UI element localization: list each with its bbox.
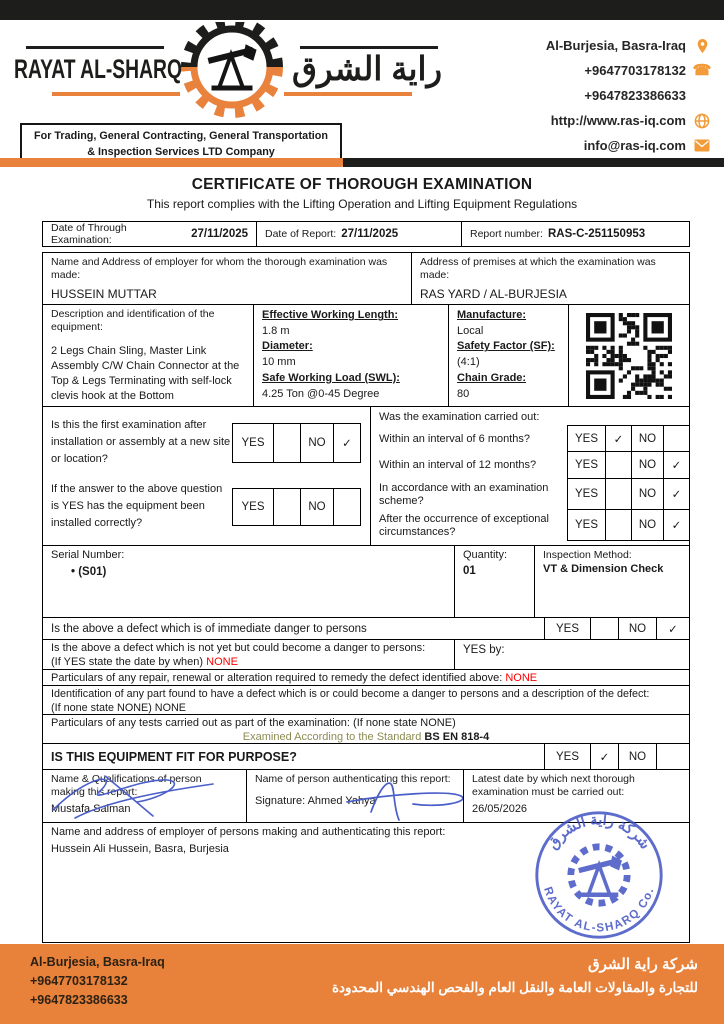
question-first-examination [51, 417, 364, 468]
divider-black-bar [343, 158, 724, 167]
date-report-value: 27/11/2025 [341, 228, 399, 240]
question-text: If the answer to the above question is YES has the equipment been installed correctly? [51, 483, 223, 530]
yes-checkbox [273, 424, 300, 462]
serial-section [42, 545, 690, 618]
no-label: NO [618, 744, 656, 769]
no-checkbox: ✓ [663, 479, 689, 509]
no-label: NO [300, 489, 333, 525]
date-exam-value: 27/11/2025 [191, 228, 248, 240]
report-number-label: Report number: [470, 228, 543, 240]
no-label: NO [631, 426, 663, 451]
yes-label: YES [574, 488, 598, 501]
yes-label: YES [574, 519, 598, 532]
inspection-method-cell [534, 546, 689, 617]
contact-phone2-text: +9647823386633 [584, 88, 686, 103]
question-text: Is this the first examination after installation or assembly at a new site or location? [51, 419, 231, 466]
fit-for-purpose-section [42, 743, 690, 770]
spec-safety-factor-value: (4:1) [457, 356, 480, 369]
tests-text: Particulars of any tests carried out as part of the examination: (If none state NONE) [51, 717, 456, 730]
company-stamp [531, 807, 667, 943]
question-examination-scheme [379, 479, 689, 510]
employer-label: Name and Address of employer for whom the thorough examination was made: [51, 256, 388, 282]
yesno-box [567, 425, 690, 452]
tagline-line2: & Inspection Services LTD Company [87, 146, 275, 159]
company-name-ar: راية الشرق [292, 50, 446, 87]
yesno-box [544, 618, 689, 639]
no-checkbox: ✓ [663, 452, 689, 478]
footer-phone1: +9647703178132 [30, 974, 128, 988]
equipment-description-value: 2 Legs Chain Sling, Master Link Assembly C/W Chain Connector at the Top & Legs Terminating with self-lock clevis hook at the Bottom [51, 344, 240, 403]
report-maker-cell [43, 770, 246, 822]
future-danger-line1: Is the above a defect which is not yet but could become a danger to persons: [51, 642, 426, 655]
tagline-line1: For Trading, General Contracting, General Transportation [34, 130, 328, 142]
contact-address-text: Al-Burjesia, Basra-Iraq [545, 38, 686, 53]
repair-text: Particulars of any repair, renewal or alteration required to remedy the defect identified above: [51, 672, 503, 685]
repair-none: NONE [505, 672, 538, 685]
report-employer-value: Hussein Ali Hussein, Basra, Burjesia [51, 843, 229, 855]
quantity-value: 01 [463, 565, 476, 577]
yes-checkbox [590, 618, 618, 639]
yes-checkbox [605, 510, 631, 540]
yes-checkbox [605, 479, 631, 509]
examination-questions-section [42, 406, 690, 546]
yes-label: YES [241, 436, 265, 449]
envelope-icon [693, 137, 711, 154]
qr-cell [568, 305, 689, 406]
serial-number-label: Serial Number: [51, 549, 125, 562]
future-danger-line2 [51, 656, 446, 669]
footer-company-block [332, 955, 698, 1016]
question-text: Within an interval of 12 months? [379, 459, 537, 472]
premises-cell [411, 253, 689, 304]
equipment-description-label: Description and identification of the equipment: [51, 308, 215, 334]
serial-number-cell [43, 546, 454, 617]
questions-left-column [43, 407, 371, 545]
question-interval-6-months [379, 426, 689, 452]
page-subtitle: This report complies with the Lifting Operation and Lifting Equipment Regulations [146, 197, 578, 211]
yes-checkbox [605, 452, 631, 478]
spec-length-value: 1.8 m [262, 325, 290, 338]
quantity-cell [454, 546, 534, 617]
top-bar [0, 0, 724, 20]
premises-value: RAS YARD / AL-BURJESIA [420, 287, 567, 302]
tests-section [42, 714, 690, 744]
future-danger-section [42, 639, 690, 670]
contact-email-text: info@ras-iq.com [583, 138, 686, 153]
no-label: NO [631, 452, 663, 478]
page-title: CERTIFICATE OF THOROUGH EXAMINATION [191, 176, 533, 193]
standard-value: BS EN 818-4 [424, 731, 490, 743]
footer-phone2: +9647823386633 [30, 993, 128, 1007]
inspection-method-label: Inspection Method: [543, 549, 632, 562]
divider-orange-bar [0, 158, 352, 167]
footer-company-name-arabic: شركة راية الشرق [587, 956, 698, 973]
date-exam-label: Date of Through Examination: [51, 222, 127, 246]
date-exam-cell [43, 222, 256, 246]
yes-label: YES [241, 500, 265, 513]
authenticator-cell [246, 770, 463, 822]
certificate-body [42, 252, 690, 943]
footer [0, 944, 724, 1024]
header-divider [0, 158, 724, 167]
no-checkbox [656, 744, 689, 769]
no-checkbox [663, 426, 689, 451]
immediate-danger-section [42, 617, 690, 640]
equipment-specs-cell-2 [448, 305, 568, 406]
employer-value: HUSSEIN MUTTAR [51, 287, 157, 302]
yesno-box [544, 744, 689, 769]
employer-premises-section [42, 252, 690, 305]
no-checkbox: ✓ [333, 424, 360, 462]
quantity-label: Quantity: [463, 549, 508, 562]
repair-section [42, 669, 690, 686]
yesno-box [567, 478, 690, 510]
yesno-box [567, 451, 690, 479]
spec-safety-factor-label: Safety Factor (SF): [457, 340, 555, 353]
yes-checkbox: ✓ [590, 744, 618, 769]
no-label: NO [300, 424, 333, 462]
no-label: NO [631, 479, 663, 509]
no-checkbox: ✓ [656, 618, 689, 639]
location-pin-icon [693, 37, 711, 54]
yesno-box [232, 488, 361, 526]
equipment-specs-cell-1 [253, 305, 448, 406]
yes-checkbox: ✓ [605, 426, 631, 451]
stamp-text-arabic: شركة راية الشرق [544, 812, 654, 853]
contact-phone2 [584, 87, 711, 104]
spec-swl-label: Safe Working Load (SWL): [262, 371, 400, 384]
footer-company-description-arabic: للتجارة والمقاولات العامة والنقل العام والفحص الهندسي المحدودة [331, 980, 698, 995]
question-exceptional-circumstances [379, 510, 689, 541]
yesno-box [567, 509, 690, 541]
footer-contact-block [30, 955, 165, 1016]
no-label: NO [631, 510, 663, 540]
spec-diameter-label: Diameter: [262, 340, 313, 353]
icon-placeholder [693, 87, 711, 104]
carried-out-header: Was the examination carried out: [379, 411, 540, 424]
fit-for-purpose-question: IS THIS EQUIPMENT FIT FOR PURPOSE? [51, 749, 297, 764]
authenticator-label: Name of person authenticating this report: [255, 773, 451, 786]
yes-label: YES [574, 432, 598, 445]
globe-icon [693, 112, 711, 129]
premises-label: Address of premises at which the examination was made: [420, 256, 656, 282]
next-examination-label: Latest date by which next thorough examination must be carried out: [472, 773, 635, 799]
authenticator-signature-name: Signature: Ahmed Yahya [255, 795, 376, 808]
yes-label: YES [544, 618, 590, 639]
question-text: After the occurrence of exceptional circumstances? [379, 513, 549, 538]
question-installed-correctly [51, 481, 364, 532]
serial-number-value: • (S01) [71, 566, 107, 578]
date-report-cell [256, 222, 461, 246]
report-number-cell [461, 222, 689, 246]
contact-phone1-text: +9647703178132 [584, 63, 686, 78]
report-maker-label: Name & Qualifications of person making this report: [51, 773, 202, 799]
logo-graphic [4, 22, 460, 118]
no-checkbox [333, 489, 360, 525]
future-danger-prompt: (If YES state the date by when) [51, 655, 204, 668]
phone-icon: ☎ [692, 62, 712, 79]
question-text: In accordance with an examination scheme? [379, 482, 549, 507]
equipment-description-cell [43, 305, 253, 406]
company-name-en: RAYAT AL-SHARQ [14, 54, 182, 84]
questions-right-column [371, 407, 689, 545]
report-number-value: RAS-C-251150953 [547, 228, 646, 240]
identification-line1: Identification of any part found to have a defect which is or could become a danger to persons and a description of the defect: [51, 688, 650, 701]
spec-chain-grade-value: 80 [457, 387, 470, 400]
yes-label: YES [544, 744, 590, 769]
spec-length-label: Effective Working Length: [262, 309, 399, 322]
future-danger-none: NONE [206, 655, 238, 668]
spec-swl-value: 4.25 Ton @0-45 Degree [262, 387, 380, 400]
qr-code [586, 313, 672, 399]
footer-address: Al-Burjesia, Basra-Iraq [30, 955, 165, 969]
next-examination-date: 26/05/2026 [472, 802, 528, 815]
spec-diameter-value: 10 mm [262, 356, 296, 369]
employer-cell [43, 253, 411, 304]
yesno-box [232, 423, 361, 463]
report-maker-name: Mustafa Salman [51, 802, 131, 815]
identification-section [42, 685, 690, 715]
contact-phone1 [584, 62, 711, 79]
contact-list [546, 37, 711, 154]
spec-chain-grade-label: Chain Grade: [457, 371, 527, 384]
yes-by-cell: YES by: [454, 640, 689, 669]
question-text: Within an interval of 6 months? [379, 432, 531, 445]
equipment-section [42, 304, 690, 407]
immediate-danger-text: Is the above a defect which is of immediate danger to persons [51, 622, 367, 635]
yes-label: YES [574, 459, 598, 472]
title-block [0, 176, 724, 211]
report-employer-label: Name and address of employer of persons making and authenticating this report: [51, 826, 446, 839]
company-logo [4, 22, 460, 165]
question-interval-12-months [379, 452, 689, 479]
future-danger-text [43, 640, 454, 669]
spec-manufacture-value: Local [457, 325, 484, 338]
report-employer-section [42, 812, 690, 943]
contact-website [551, 112, 711, 129]
contact-address [546, 37, 711, 54]
no-checkbox: ✓ [663, 510, 689, 540]
stamp-text-english: RAYAT AL-SHARQ Co. [541, 885, 657, 935]
contact-email [584, 137, 711, 154]
stamp-pumpjack-icon [579, 857, 622, 897]
header [0, 20, 724, 157]
inspection-method-value: VT & Dimension Check [543, 563, 664, 576]
identification-line2: (If none state NONE) NONE [51, 702, 187, 715]
no-label: NO [618, 618, 656, 639]
date-report-label: Date of Report: [265, 228, 337, 240]
contact-website-text: http://www.ras-iq.com [550, 113, 686, 128]
standard-prefix: Examined According to the Standard [242, 731, 422, 743]
date-table [42, 221, 690, 247]
spec-manufacture-label: Manufacture: [457, 309, 527, 322]
yes-checkbox [273, 489, 300, 525]
